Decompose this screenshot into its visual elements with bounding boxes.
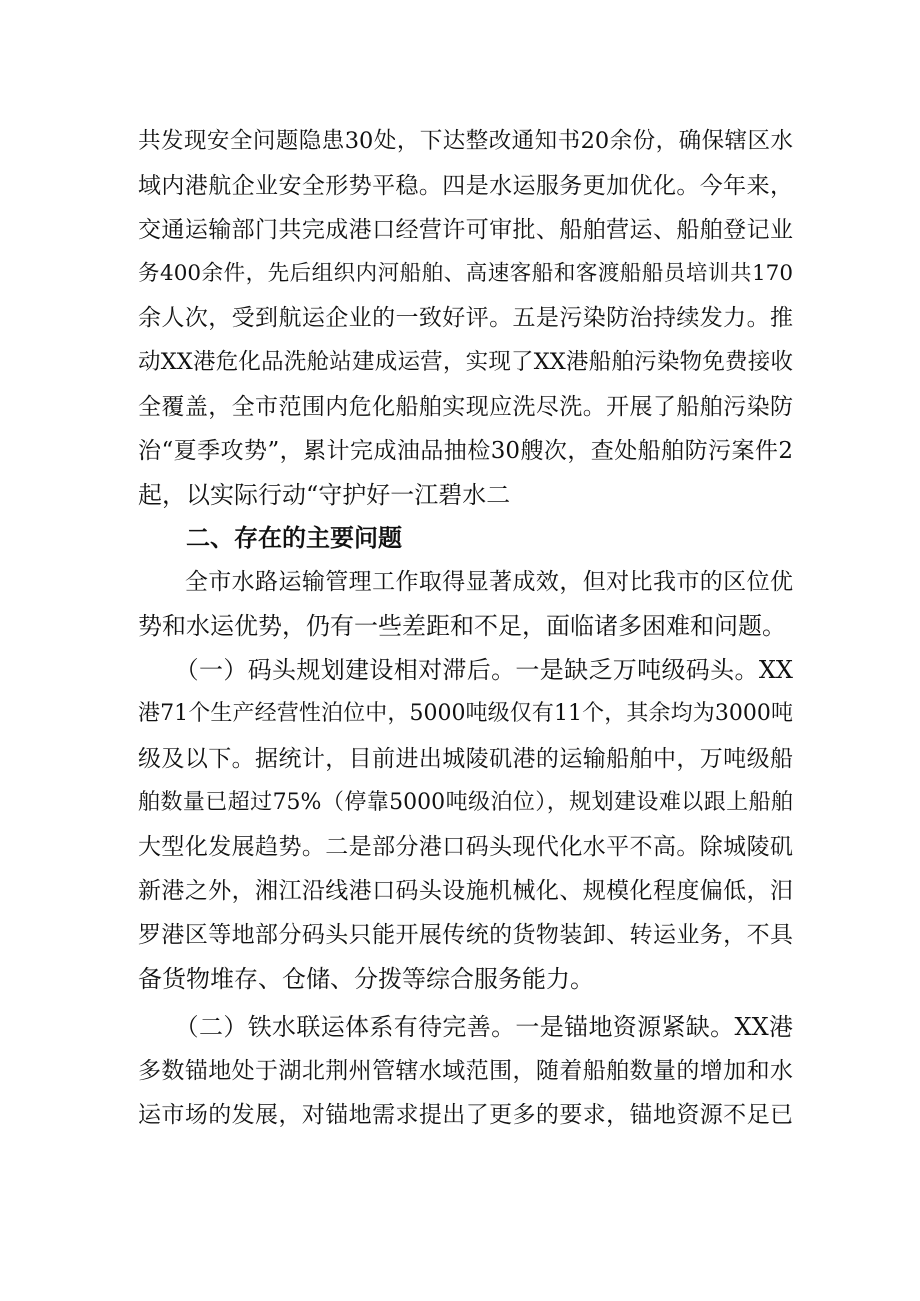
text-line: 多数锚地处于湖北荆州管辖水域范围，随着船舶数量的增加和水 xyxy=(138,1058,793,1084)
text-line: 余人次，受到航运企业的一致好评。五是污染防治持续发力。推 xyxy=(138,305,793,331)
text-line: 舶数量已超过75%（停靠5000吨级泊位），规划建设难以跟上船舶 xyxy=(138,790,793,815)
section-heading: 二、存在的主要问题 xyxy=(186,524,402,552)
text-line: 运市场的发展，对锚地需求提出了更多的要求，锚地资源不足已 xyxy=(138,1102,793,1128)
text-line: 全市水路运输管理工作取得显著成效，但对比我市的区位优 xyxy=(138,569,793,595)
text-line: 域内港航企业安全形势平稳。四是水运服务更加优化。今年来， xyxy=(138,173,793,199)
text-line: 全覆盖，全市范围内危化船舶实现应洗尽洗。开展了船舶污染防 xyxy=(138,394,793,420)
text-line: 治“夏季攻势”，累计完成油品抽检30艘次，查处船舶防污案件2 xyxy=(138,438,793,464)
text-line: 港71个生产经营性泊位中，5000吨级仅有11个，其余均为3000吨 xyxy=(138,701,793,726)
text-line: 交通运输部门共完成港口经营许可审批、船舶营运、船舶登记业 xyxy=(138,217,793,243)
text-line: 共发现安全问题隐患30处，下达整改通知书20余份，确保辖区水 xyxy=(138,128,793,154)
text-line: 动XX港危化品洗舱站建成运营，实现了XX港船舶污染物免费接收 xyxy=(138,349,793,375)
text-line: 新港之外，湘江沿线港口码头设施机械化、规模化程度偏低，汨 xyxy=(138,878,793,904)
text-line: （一）码头规划建设相对滞后。一是缺乏万吨级码头。XX xyxy=(138,656,793,684)
text-line: 起，以实际行动“守护好一江碧水二 xyxy=(138,481,511,509)
text-line: 务400余件，先后组织内河船舶、高速客船和客渡船船员培训共170 xyxy=(138,261,793,286)
text-line: 大型化发展趋势。二是部分港口码头现代化水平不高。除城陵矶 xyxy=(138,834,793,860)
text-line: 级及以下。据统计，目前进出城陵矶港的运输船舶中，万吨级船 xyxy=(138,746,793,772)
text-line: 罗港区等地部分码头只能开展传统的货物装卸、转运业务，不具 xyxy=(138,922,793,948)
text-line: （二）铁水联运体系有待完善。一是锚地资源紧缺。XX港 xyxy=(138,1013,793,1041)
text-line: 势和水运优势，仍有一些差距和不足，面临诸多困难和问题。 xyxy=(138,612,786,640)
text-line: 备货物堆存、仓储、分拨等综合服务能力。 xyxy=(138,965,594,993)
